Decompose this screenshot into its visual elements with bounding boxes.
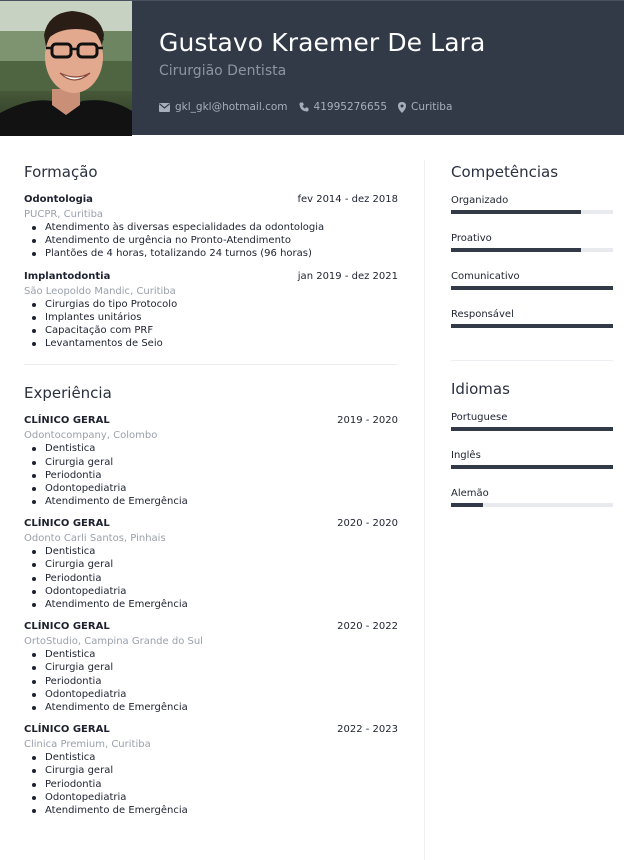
language-bar (451, 503, 613, 507)
language-name: Alemão (451, 488, 489, 499)
language-bar-fill (451, 427, 613, 431)
entry-title: CLÍNICO GERAL (24, 621, 110, 633)
language-item (451, 487, 613, 525)
entry-bullets (32, 545, 398, 611)
entry-bullets (32, 221, 398, 261)
entry-place: PUCPR, Curitiba (24, 209, 104, 220)
entry-title: Implantodontia (24, 270, 111, 282)
entry-date: 2020 - 2022 (337, 621, 398, 633)
bullet-item: Cirurgia geral (32, 764, 398, 777)
language-name: Inglês (451, 450, 481, 461)
skill-name: Proativo (451, 233, 492, 244)
entry-bullets (32, 648, 398, 714)
contact-phone[interactable] (299, 101, 388, 113)
entry-title: CLÍNICO GERAL (24, 415, 110, 427)
bullet-item: Atendimento de Emergência (32, 701, 398, 714)
section-divider (24, 364, 398, 365)
entry-date: jan 2019 - dez 2021 (297, 270, 398, 282)
contact-city (398, 101, 452, 113)
language-name: Portuguese (451, 412, 508, 423)
bullet-item: Atendimento de Emergência (32, 804, 398, 817)
bullet-item: Cirurgia geral (32, 456, 398, 469)
experience-entry (24, 415, 398, 508)
bullet-item: Atendimento às diversas especialidades da odontologia (32, 221, 398, 234)
bullet-item: Dentistica (32, 442, 398, 455)
experience-entry (24, 724, 398, 817)
language-bar (451, 465, 613, 469)
skill-bar-fill (451, 324, 613, 328)
bullet-item: Odontopediatria (32, 791, 398, 804)
bullet-item: Periodontia (32, 469, 398, 482)
languages-title: Idiomas (451, 380, 510, 398)
language-bar-fill (451, 465, 613, 469)
experience-title: Experiência (24, 384, 112, 403)
skill-bar (451, 286, 613, 290)
education-title: Formação (24, 163, 98, 181)
bullet-item: Atendimento de Emergência (32, 495, 398, 508)
bullet-item: Cirurgia geral (32, 558, 398, 571)
experience-entry (24, 518, 398, 611)
bullet-item: Odontopediatria (32, 482, 398, 495)
entry-bullets (32, 442, 398, 508)
entry-place: São Leopoldo Mandic, Curitiba (24, 285, 176, 297)
skill-bar-fill (451, 286, 613, 290)
section-divider (451, 360, 613, 361)
bullet-item: Levantamentos de Seio (32, 337, 398, 350)
skill-item (451, 270, 613, 308)
bullet-item: Odontopediatria (32, 688, 398, 701)
bullet-item: Dentistica (32, 648, 398, 661)
skill-bar-fill (451, 210, 581, 214)
bullet-item: Dentistica (32, 545, 398, 558)
contact-bar (159, 101, 463, 113)
bullet-item: Atendimento de Emergência (32, 598, 398, 611)
education-entry (24, 194, 398, 261)
skill-item (451, 232, 613, 270)
header (0, 0, 624, 135)
entry-place: Odontocompany, Colombo (24, 430, 158, 442)
skill-bar (451, 210, 613, 214)
entry-place: Clinica Premium, Curitiba (24, 739, 151, 751)
main-column (24, 160, 398, 827)
entry-title: CLÍNICO GERAL (24, 724, 110, 736)
phone-text: 41995276655 (313, 101, 388, 113)
entry-date: 2022 - 2023 (337, 724, 398, 736)
candidate-role: Cirurgião Dentista (159, 63, 287, 79)
bullet-item: Cirurgia geral (32, 661, 398, 674)
bullet-item: Atendimento de urgência no Pronto-Atendimento (32, 234, 398, 247)
profile-photo (0, 1, 132, 136)
bullet-item: Capacitação com PRF (32, 324, 398, 337)
skill-name: Comunicativo (451, 271, 520, 282)
column-divider (424, 160, 425, 860)
entry-title: CLÍNICO GERAL (24, 518, 110, 530)
skill-item (451, 194, 613, 232)
bullet-item: Plantões de 4 horas, totalizando 24 turnos (96 horas) (32, 247, 398, 260)
language-bar-fill (451, 503, 483, 507)
phone-icon (299, 102, 309, 112)
language-item (451, 449, 613, 487)
location-pin-icon (398, 102, 406, 113)
envelope-icon (159, 103, 170, 112)
bullet-item: Dentistica (32, 751, 398, 764)
entry-date: 2020 - 2020 (337, 518, 398, 530)
skill-bar (451, 248, 613, 252)
skill-bar (451, 324, 613, 328)
education-entry (24, 271, 398, 351)
email-text: gkl_gkl@hotmail.com (175, 101, 288, 113)
skill-name: Responsável (451, 309, 514, 320)
entry-date: fev 2014 - dez 2018 (297, 194, 398, 205)
bullet-item: Periodontia (32, 675, 398, 688)
experience-entry (24, 621, 398, 714)
entry-bullets (32, 298, 398, 351)
contact-email[interactable] (159, 101, 288, 113)
skill-bar-fill (451, 248, 581, 252)
side-column (451, 160, 613, 525)
entry-place: OrtoStudio, Campina Grande do Sul (24, 636, 203, 648)
entry-title: Odontologia (24, 194, 93, 205)
skill-item (451, 308, 613, 346)
bullet-item: Periodontia (32, 572, 398, 585)
entry-bullets (32, 751, 398, 817)
skill-name: Organizado (451, 195, 509, 206)
bullet-item: Implantes unitários (32, 311, 398, 324)
entry-place: Odonto Carli Santos, Pinhais (24, 533, 166, 545)
city-text: Curitiba (411, 101, 453, 113)
candidate-name: Gustavo Kraemer De Lara (159, 28, 486, 57)
entry-date: 2019 - 2020 (337, 415, 398, 427)
bullet-item: Cirurgias do tipo Protocolo (32, 298, 398, 311)
bullet-item: Periodontia (32, 778, 398, 791)
bullet-item: Odontopediatria (32, 585, 398, 598)
skills-title: Competências (451, 163, 559, 181)
language-item (451, 411, 613, 449)
language-bar (451, 427, 613, 431)
